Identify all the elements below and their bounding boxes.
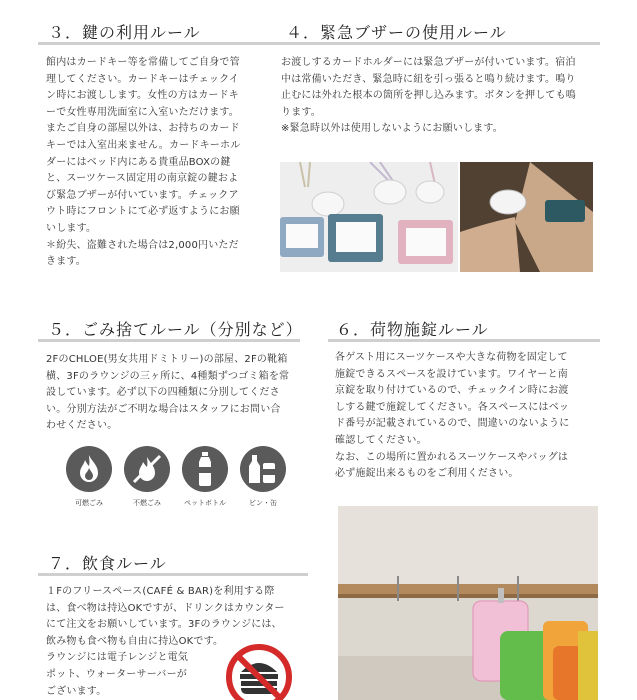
- no-food-icon: [224, 642, 294, 700]
- section-title-buzzer-rules: ４．緊急ブザーの使用ルール: [286, 23, 507, 42]
- trash-label-burnable: 可燃ごみ: [75, 499, 103, 507]
- luggage-rules-text: 各ゲスト用にスーツケースや大きな荷物を固定して 施錠できるスペースを設けています。ワイヤーと南 京錠を取り付けているので、チェックイン時にお渡 しする鍵で施錠してください。各スペースにはベッ ド番号が記載されているので、間違いのないように 確認してください。 なお、この場所に置かれるスーツケースやバッグは 必ず施錠出来るものをご利用ください。: [335, 352, 570, 480]
- trash-label-bottle-can: ビン・缶: [249, 499, 277, 507]
- section-title-luggage-rules: ６．荷物施錠ルール: [336, 320, 489, 339]
- section-divider: [328, 339, 600, 342]
- section-divider: [278, 42, 600, 45]
- flame-icon: [66, 446, 112, 492]
- bottle-can-icon: [240, 446, 286, 492]
- buzzer-hand-photo: [460, 162, 593, 272]
- section-divider: [38, 573, 308, 576]
- buzzer-rules-text: お渡しするカードホルダーには緊急ブザーが付いています。宿泊 中は常備いただき、緊急時に紐を引っ張ると鳴り続けます。鳴り 止むには外れた根本の箇所を押し込みます。ボタンを押しても鳴 ります。 ※緊急時以外は使用しないようにお願いします。: [281, 57, 576, 135]
- trash-label-nonburnable: 不燃ごみ: [133, 499, 161, 507]
- key-rules-text: 館内はカードキー等を常備してご自身で管 理してください。カードキーはチェックイ ン時にお渡しします。女性の方はカードキ ーで女性専用洗面室に入室いただけます。 またご自身の部屋以外は、お持ちのカード キーでは入室出来ません。カードキーホル ダーにはベッド内にある貴重品BOXの鍵 と、スーツケース固定用の南京錠の鍵およ び緊急ブザーが付いています。チェックア ウト時にフロントにて必ず返すようにお願 いします。 ＊紛失、盗難された場合は2,000円いただ きます。: [46, 57, 241, 268]
- section-title-key-rules: ３．鍵の利用ルール: [48, 23, 201, 42]
- food-rules-text: １Fのフリースペース(CAFÉ & BAR)を利用する際 は、食べ物は持込OKですが、ドリンクはカウンター にて注文をお願いしています。3Fのラウンジには、 飲み物も食べ物も自由に持込OKです。 ラウンジには電子レンジと電気 ポット、ウォーターサーバーが ございます。: [46, 586, 285, 697]
- pet-bottle-icon: [182, 446, 228, 492]
- no-flame-icon: [124, 446, 170, 492]
- section-divider: [38, 42, 300, 45]
- luggage-photo: [338, 506, 598, 700]
- section-title-trash-rules: ５．ごみ捨てルール（分別など）: [48, 320, 303, 339]
- section-title-food-rules: ７．飲食ルール: [48, 554, 167, 573]
- card-holders-photo: [280, 162, 458, 272]
- trash-rules-text: 2FのCHLOE(男女共用ドミトリー)の部屋、2Fの靴箱 横、3Fのラウンジの三ヶ所に、4種類ずつゴミ箱を常 設しています。必ず以下の四種類に分別してくださ い。分別方法がご不明な場合はスタッフにお問い合 わせください。: [46, 354, 290, 432]
- trash-label-pet-bottle: ペットボトル: [184, 499, 226, 507]
- section-divider: [38, 339, 300, 342]
